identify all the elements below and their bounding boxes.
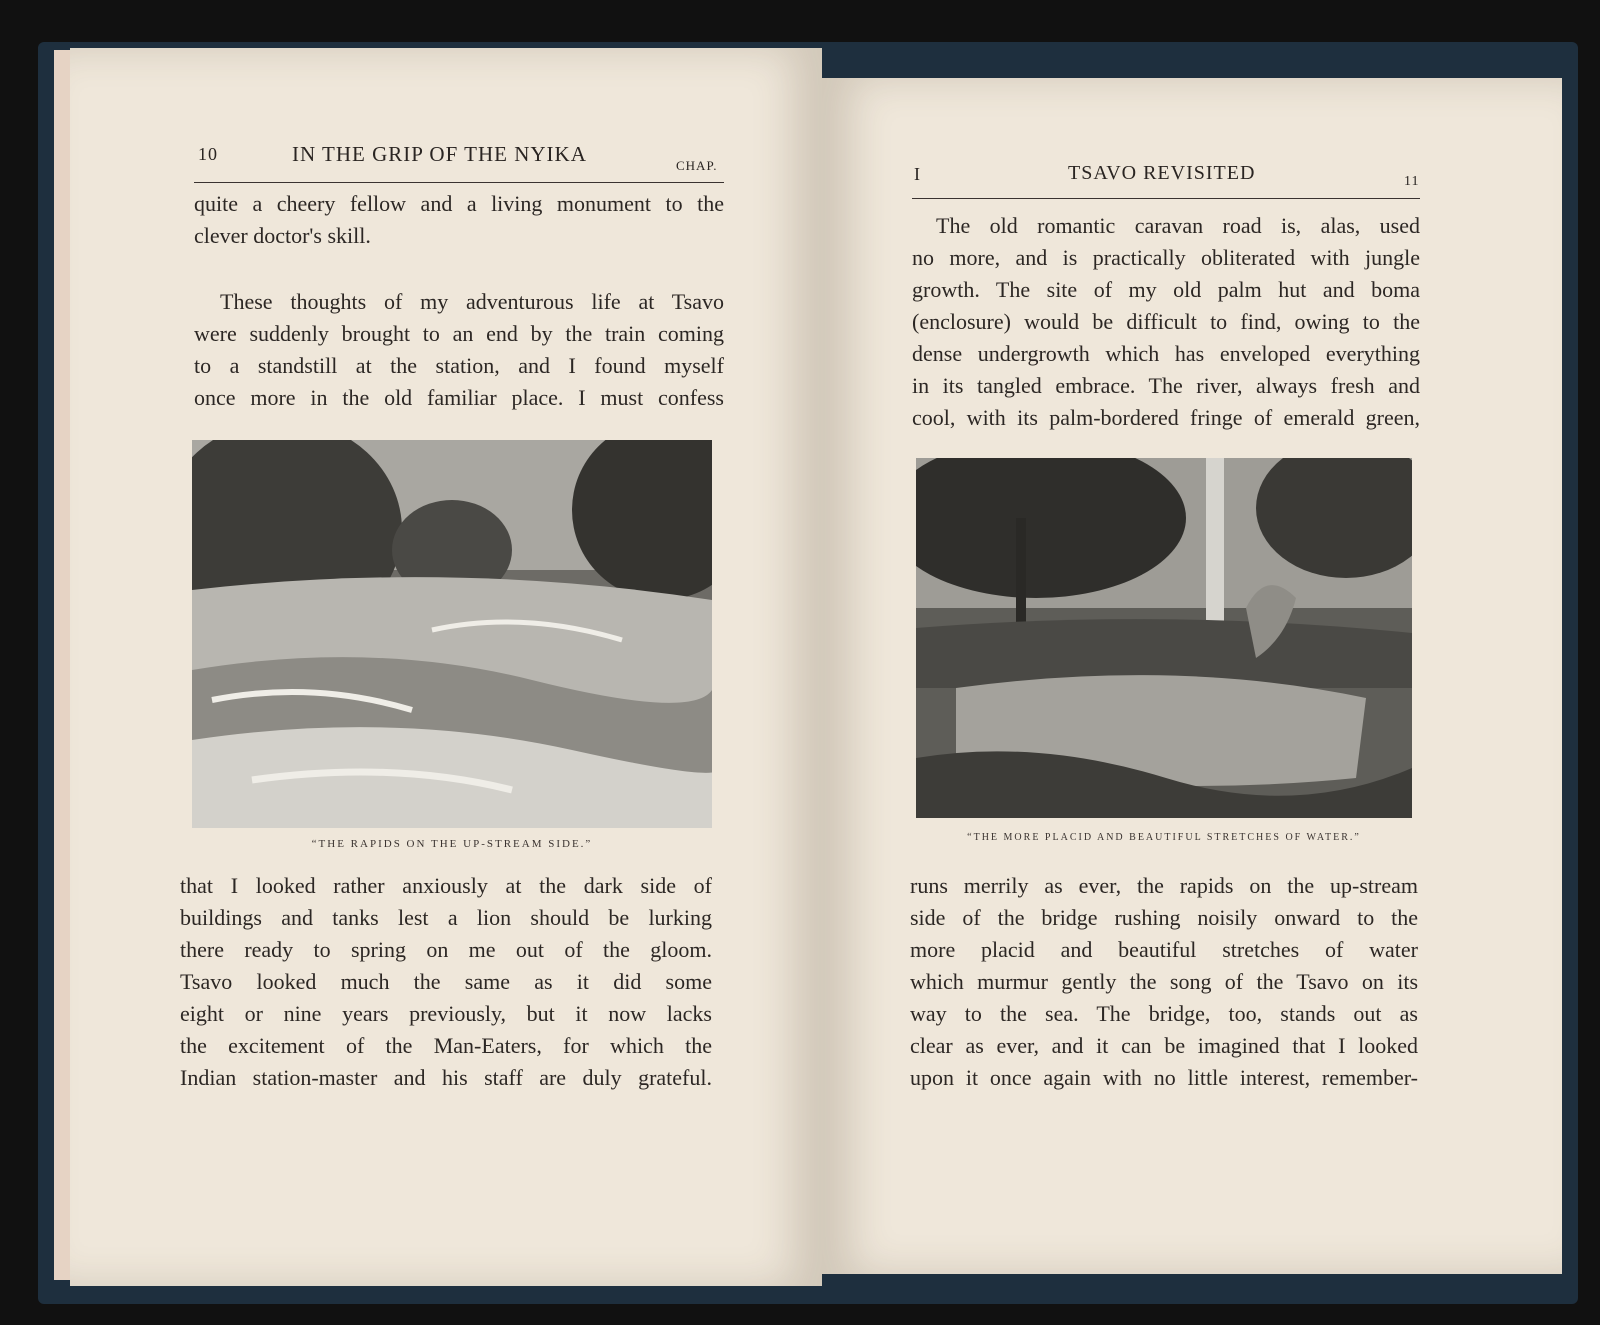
right-paragraph-1 — [912, 210, 1420, 434]
text-line: runs merrily as ever, the rapids on the up-stream — [910, 873, 1418, 898]
text-line: clever doctor's skill. — [194, 223, 371, 248]
text-line: buildings and tanks lest a lion should be lurking — [180, 905, 712, 930]
text-line: dense undergrowth which has enveloped everything — [912, 341, 1420, 366]
text-line: The old romantic caravan road is, alas, used — [936, 213, 1420, 238]
text-line: which murmur gently the song of the Tsavo on its — [910, 969, 1418, 994]
left-paragraph-2 — [194, 286, 724, 414]
left-head-rule — [194, 182, 724, 183]
text-line: the excitement of the Man-Eaters, for which the — [180, 1033, 712, 1058]
left-paragraph-3 — [180, 870, 712, 1094]
rapids-photo — [192, 440, 712, 828]
right-page — [822, 78, 1562, 1274]
left-page-number: 10 — [198, 144, 218, 164]
text-line: way to the sea. The bridge, too, stands out as — [910, 1001, 1418, 1026]
text-line: there ready to spring on me out of the gloom. — [180, 937, 712, 962]
text-line: quite a cheery fellow and a living monument to the — [194, 191, 724, 216]
right-chapter-number: I — [914, 164, 921, 184]
right-paragraph-2 — [910, 870, 1418, 1094]
text-line: were suddenly brought to an end by the train coming — [194, 321, 724, 346]
text-line: These thoughts of my adventurous life at Tsavo — [220, 289, 724, 314]
text-line: upon it once again with no little interest, remember- — [910, 1065, 1418, 1090]
right-page-number: 11 — [1404, 174, 1420, 189]
text-line: in its tangled embrace. The river, always fresh and — [912, 373, 1420, 398]
text-line: to a standstill at the station, and I found myself — [194, 353, 724, 378]
text-line: Indian station-master and his staff are duly grateful. — [180, 1065, 712, 1090]
text-line: Tsavo looked much the same as it did some — [180, 969, 712, 994]
right-running-head: TSAVO REVISITED — [1068, 162, 1256, 184]
left-running-head: IN THE GRIP OF THE NYIKA — [292, 142, 587, 166]
left-page — [70, 48, 822, 1286]
text-line: clear as ever, and it can be imagined that I looked — [910, 1033, 1418, 1058]
text-line: cool, with its palm-bordered fringe of emerald green, — [912, 405, 1420, 430]
placid-water-caption: “THE MORE PLACID AND BEAUTIFUL STRETCHES OF WATER.” — [967, 832, 1361, 843]
text-line: side of the bridge rushing noisily onward to the — [910, 905, 1418, 930]
left-chapter-label: CHAP. — [676, 158, 718, 173]
text-line: growth. The site of my old palm hut and boma — [912, 277, 1420, 302]
text-line: more placid and beautiful stretches of water — [910, 937, 1418, 962]
placid-water-photo — [916, 458, 1412, 818]
text-line: eight or nine years previously, but it now lacks — [180, 1001, 712, 1026]
left-paragraph-1 — [194, 188, 724, 252]
text-line: that I looked rather anxiously at the dark side of — [180, 873, 712, 898]
right-head-rule — [912, 198, 1420, 199]
text-line: no more, and is practically obliterated with jungle — [912, 245, 1420, 270]
rapids-caption: “THE RAPIDS ON THE UP-STREAM SIDE.” — [311, 838, 593, 850]
text-line: (enclosure) would be difficult to find, owing to the — [912, 309, 1420, 334]
text-line: once more in the old familiar place. I must confess — [194, 385, 724, 410]
